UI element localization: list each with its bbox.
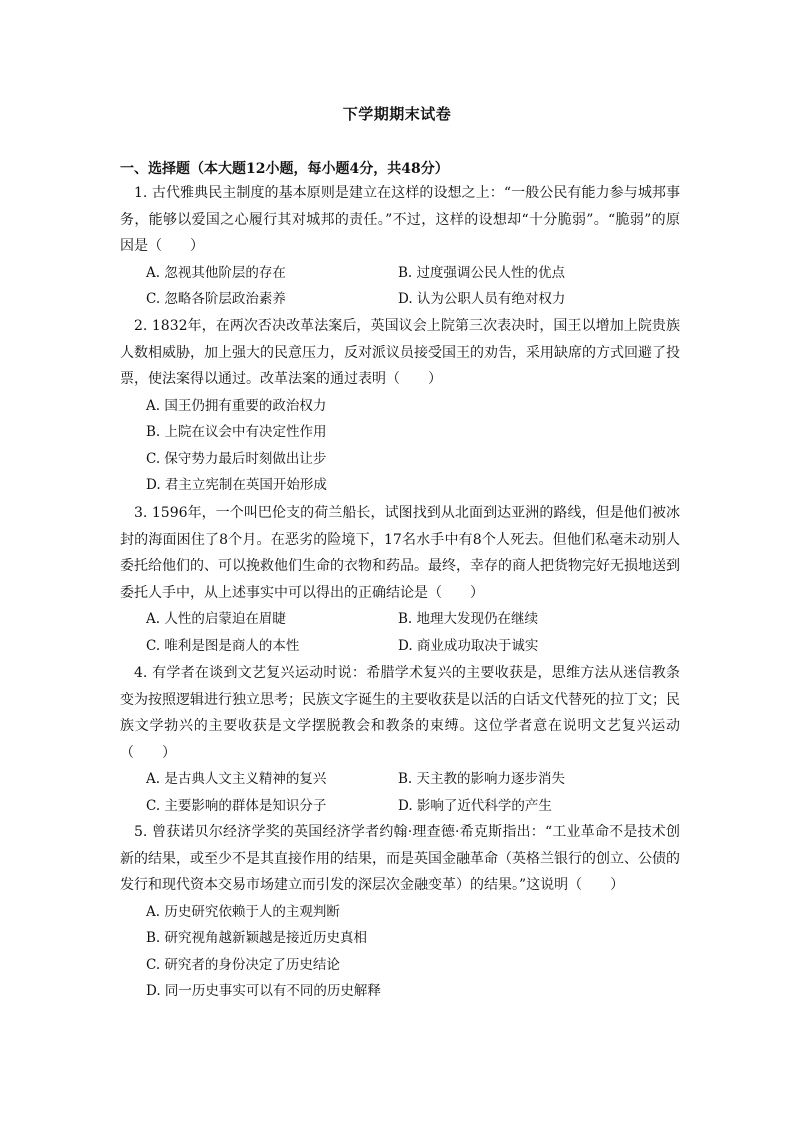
option-c: C. 忽略各阶层政治素养 (146, 291, 286, 307)
option-b: B. 天主教的影响力逐步消失 (398, 771, 566, 787)
exam-title: 下学期期末试卷 (342, 105, 452, 123)
option-c: C. 唯利是图是商人的本性 (146, 637, 300, 654)
option-d: D. 君主立宪制在英国开始形成 (146, 477, 327, 493)
option-a: A. 忽视其他阶层的存在 (146, 264, 286, 281)
option-c: C. 研究者的身份决定了历史结论 (146, 956, 340, 973)
option-b: B. 上院在议会中有决定性作用 (146, 424, 327, 440)
question-3 (120, 500, 680, 659)
question-stem: 3. 1596年，一个叫巴伦支的荷兰船长，试图找到从北面到达亚洲的路线，但是他们被冰封的海面困住了8个月。在恶劣的险境下，17名水手中有8个人死去。但他们私毫未动别人委托给他们的、可以挽救他们生命的衣物和药品。最终，幸存的商人把货物完好无损地送到委托人手中，从上述事实中可以得出的正确结论是（ ） (120, 505, 680, 601)
question-stem: 2. 1832年，在两次否决改革法案后，英国议会上院第三次表决时，国王以增加上院贵族人数相威胁，加上强大的民意压力，反对派议员接受国王的劝告，采用缺席的方式回避了投票，使法案得以通过。改革法案的通过表明（ ） (120, 318, 680, 387)
question-1 (120, 180, 680, 313)
option-a: A. 国王仍拥有重要的政治权力 (146, 397, 327, 414)
option-d: D. 认为公职人员有绝对权力 (398, 291, 566, 307)
section-heading: 一、选择题（本大题12小题，每小题4分，共48分） (120, 161, 449, 177)
option-a: A. 人性的启蒙迫在眉睫 (146, 611, 286, 627)
option-list (120, 899, 680, 1005)
option-d: D. 同一历史事实可以有不同的历史解释 (146, 983, 381, 999)
option-list (120, 393, 680, 499)
question-5 (120, 819, 680, 1005)
option-list (120, 606, 680, 659)
question-4 (120, 660, 680, 819)
option-b: B. 过度强调公民人性的优点 (398, 264, 566, 281)
option-a: A. 是古典人文主义精神的复兴 (146, 771, 327, 787)
option-d: D. 商业成功取决于诚实 (398, 637, 539, 654)
question-stem: 5. 曾获诺贝尔经济学奖的英国经济学者约翰·理查德·希克斯指出：“工业革命不是技术创新的结果，或至少不是其直接作用的结果，而是英国金融革命（英格兰银行的创立、公债的发行和现代资本交易市场建立而引发的深层次金融变革）的结果。”这说明（ ） (120, 824, 680, 893)
option-d: D. 影响了近代科学的产生 (398, 797, 552, 814)
option-a: A. 历史研究依赖于人的主观判断 (146, 903, 340, 920)
option-list (120, 766, 680, 819)
question-stem: 1. 古代雅典民主制度的基本原则是建立在这样的设想之上：“一般公民有能力参与城邦事务，能够以爱国之心履行其对城邦的责任。”不过，这样的设想却“十分脆弱”。“脆弱”的原因是（ ） (120, 185, 680, 254)
option-list (120, 260, 680, 313)
question-stem: 4. 有学者在谈到文艺复兴运动时说：希腊学术复兴的主要收获是，思维方法从迷信教条变为按照逻辑进行独立思考；民族文字诞生的主要收获是以活的白话文代替死的拉丁文；民族文学勃兴的主要收获是文学摆脱教会和教条的束缚。这位学者意在说明文艺复兴运动（ ） (120, 665, 680, 761)
option-b: B. 地理大发现仍在继续 (398, 611, 539, 627)
option-c: C. 保守势力最后时刻做出让步 (146, 450, 327, 467)
option-b: B. 研究视角越新颖越是接近历史真相 (146, 930, 368, 946)
question-2 (120, 313, 680, 499)
option-c: C. 主要影响的群体是知识分子 (146, 797, 327, 814)
